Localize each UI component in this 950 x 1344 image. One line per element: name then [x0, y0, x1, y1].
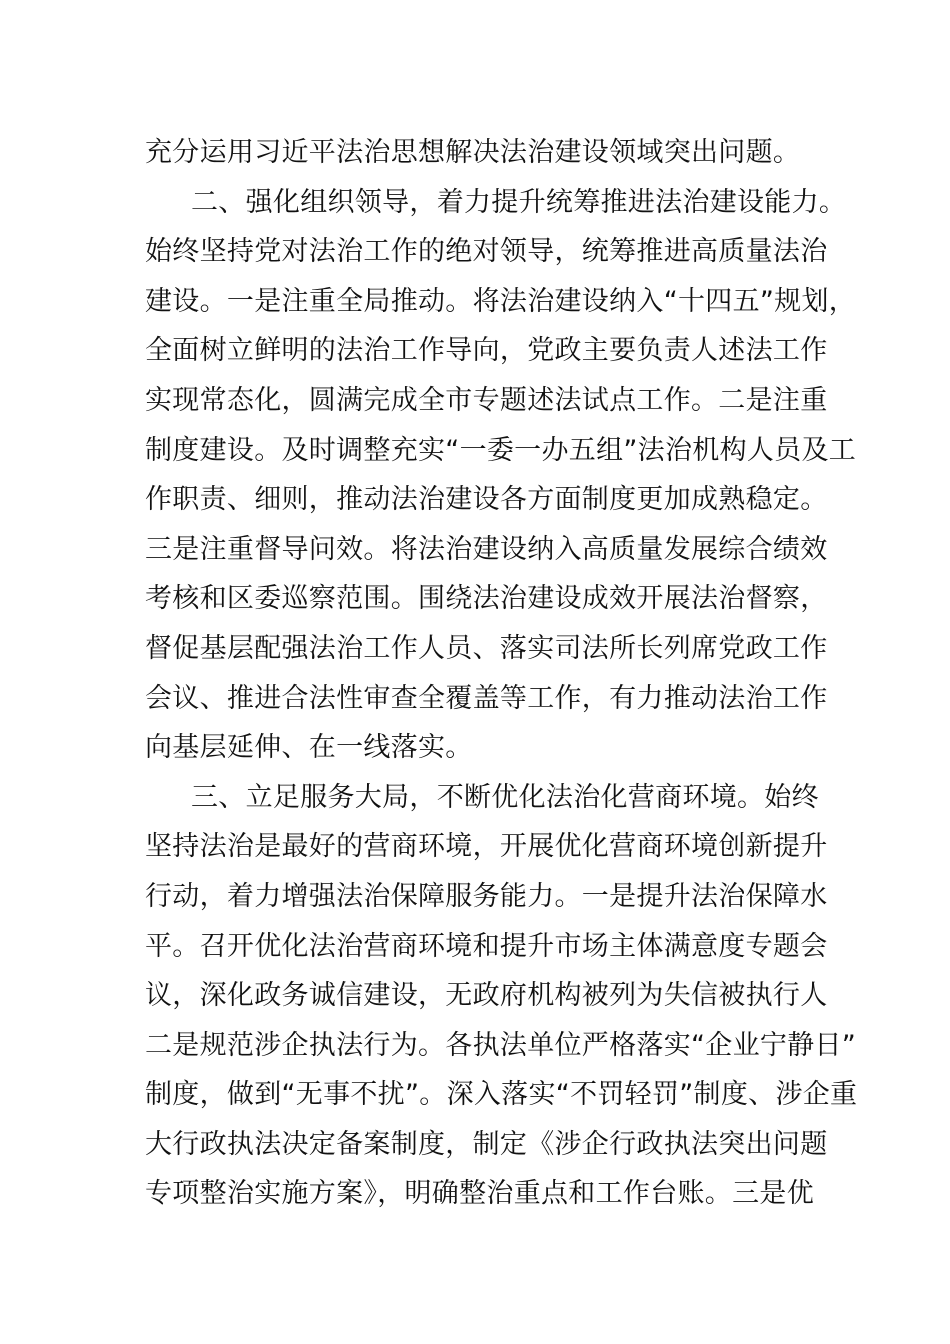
text-line: 三是注重督导问效。将法治建设纳入高质量发展综合绩效: [145, 533, 828, 565]
text-line: 实现常态化，圆满完成全市专题述法试点工作。二是注重: [145, 384, 828, 416]
text-line: 大行政执法决定备案制度，制定《涉企行政执法突出问题: [145, 1128, 828, 1160]
text-line: 议，深化政务诚信建设，无政府机构被列为失信被执行人: [145, 980, 828, 1012]
text-line: 督促基层配强法治工作人员、落实司法所长列席党政工作: [145, 632, 828, 664]
text-line: 作职责、细则，推动法治建设各方面制度更加成熟稳定。: [145, 484, 828, 516]
document-body: [145, 128, 858, 1219]
text-line: 平。召开优化法治营商环境和提升市场主体满意度专题会: [145, 930, 828, 962]
text-line: 制度，做到“无事不扰”。深入落实“不罚轻罚”制度、涉企重: [145, 1079, 858, 1111]
text-line: 始终坚持党对法治工作的绝对领导，统筹推进高质量法治: [145, 236, 828, 268]
section-heading-3: 三、立足服务大局，不断优化法治化营商环境。始终: [191, 781, 819, 813]
text-line: 充分运用习近平法治思想解决法治建设领域突出问题。: [145, 137, 801, 168]
text-line: 二是规范涉企执法行为。各执法单位严格落实“企业宁静日”: [145, 1029, 857, 1061]
text-line: 行动，着力增强法治保障服务能力。一是提升法治保障水: [145, 880, 828, 912]
text-line: 制度建设。及时调整充实“一委一办五组”法治机构人员及工: [145, 434, 857, 466]
text-line: 坚持法治是最好的营商环境，开展优化营商环境创新提升: [145, 831, 828, 863]
text-line: 会议、推进合法性审查全覆盖等工作，有力推动法治工作: [145, 682, 828, 714]
section-heading-2: 二、强化组织领导，着力提升统筹推进法治建设能力。: [191, 186, 847, 218]
text-line: 向基层延伸、在一线落实。: [145, 732, 473, 764]
text-line: 建设。一是注重全局推动。将法治建设纳入“十四五”规划，: [145, 285, 857, 317]
text-line: 考核和区委巡察范围。围绕法治建设成效开展法治督察，: [145, 583, 828, 615]
text-line: 全面树立鲜明的法治工作导向，党政主要负责人述法工作: [145, 335, 828, 367]
text-line: 专项整治实施方案》，明确整治重点和工作台账。三是优: [145, 1178, 814, 1210]
